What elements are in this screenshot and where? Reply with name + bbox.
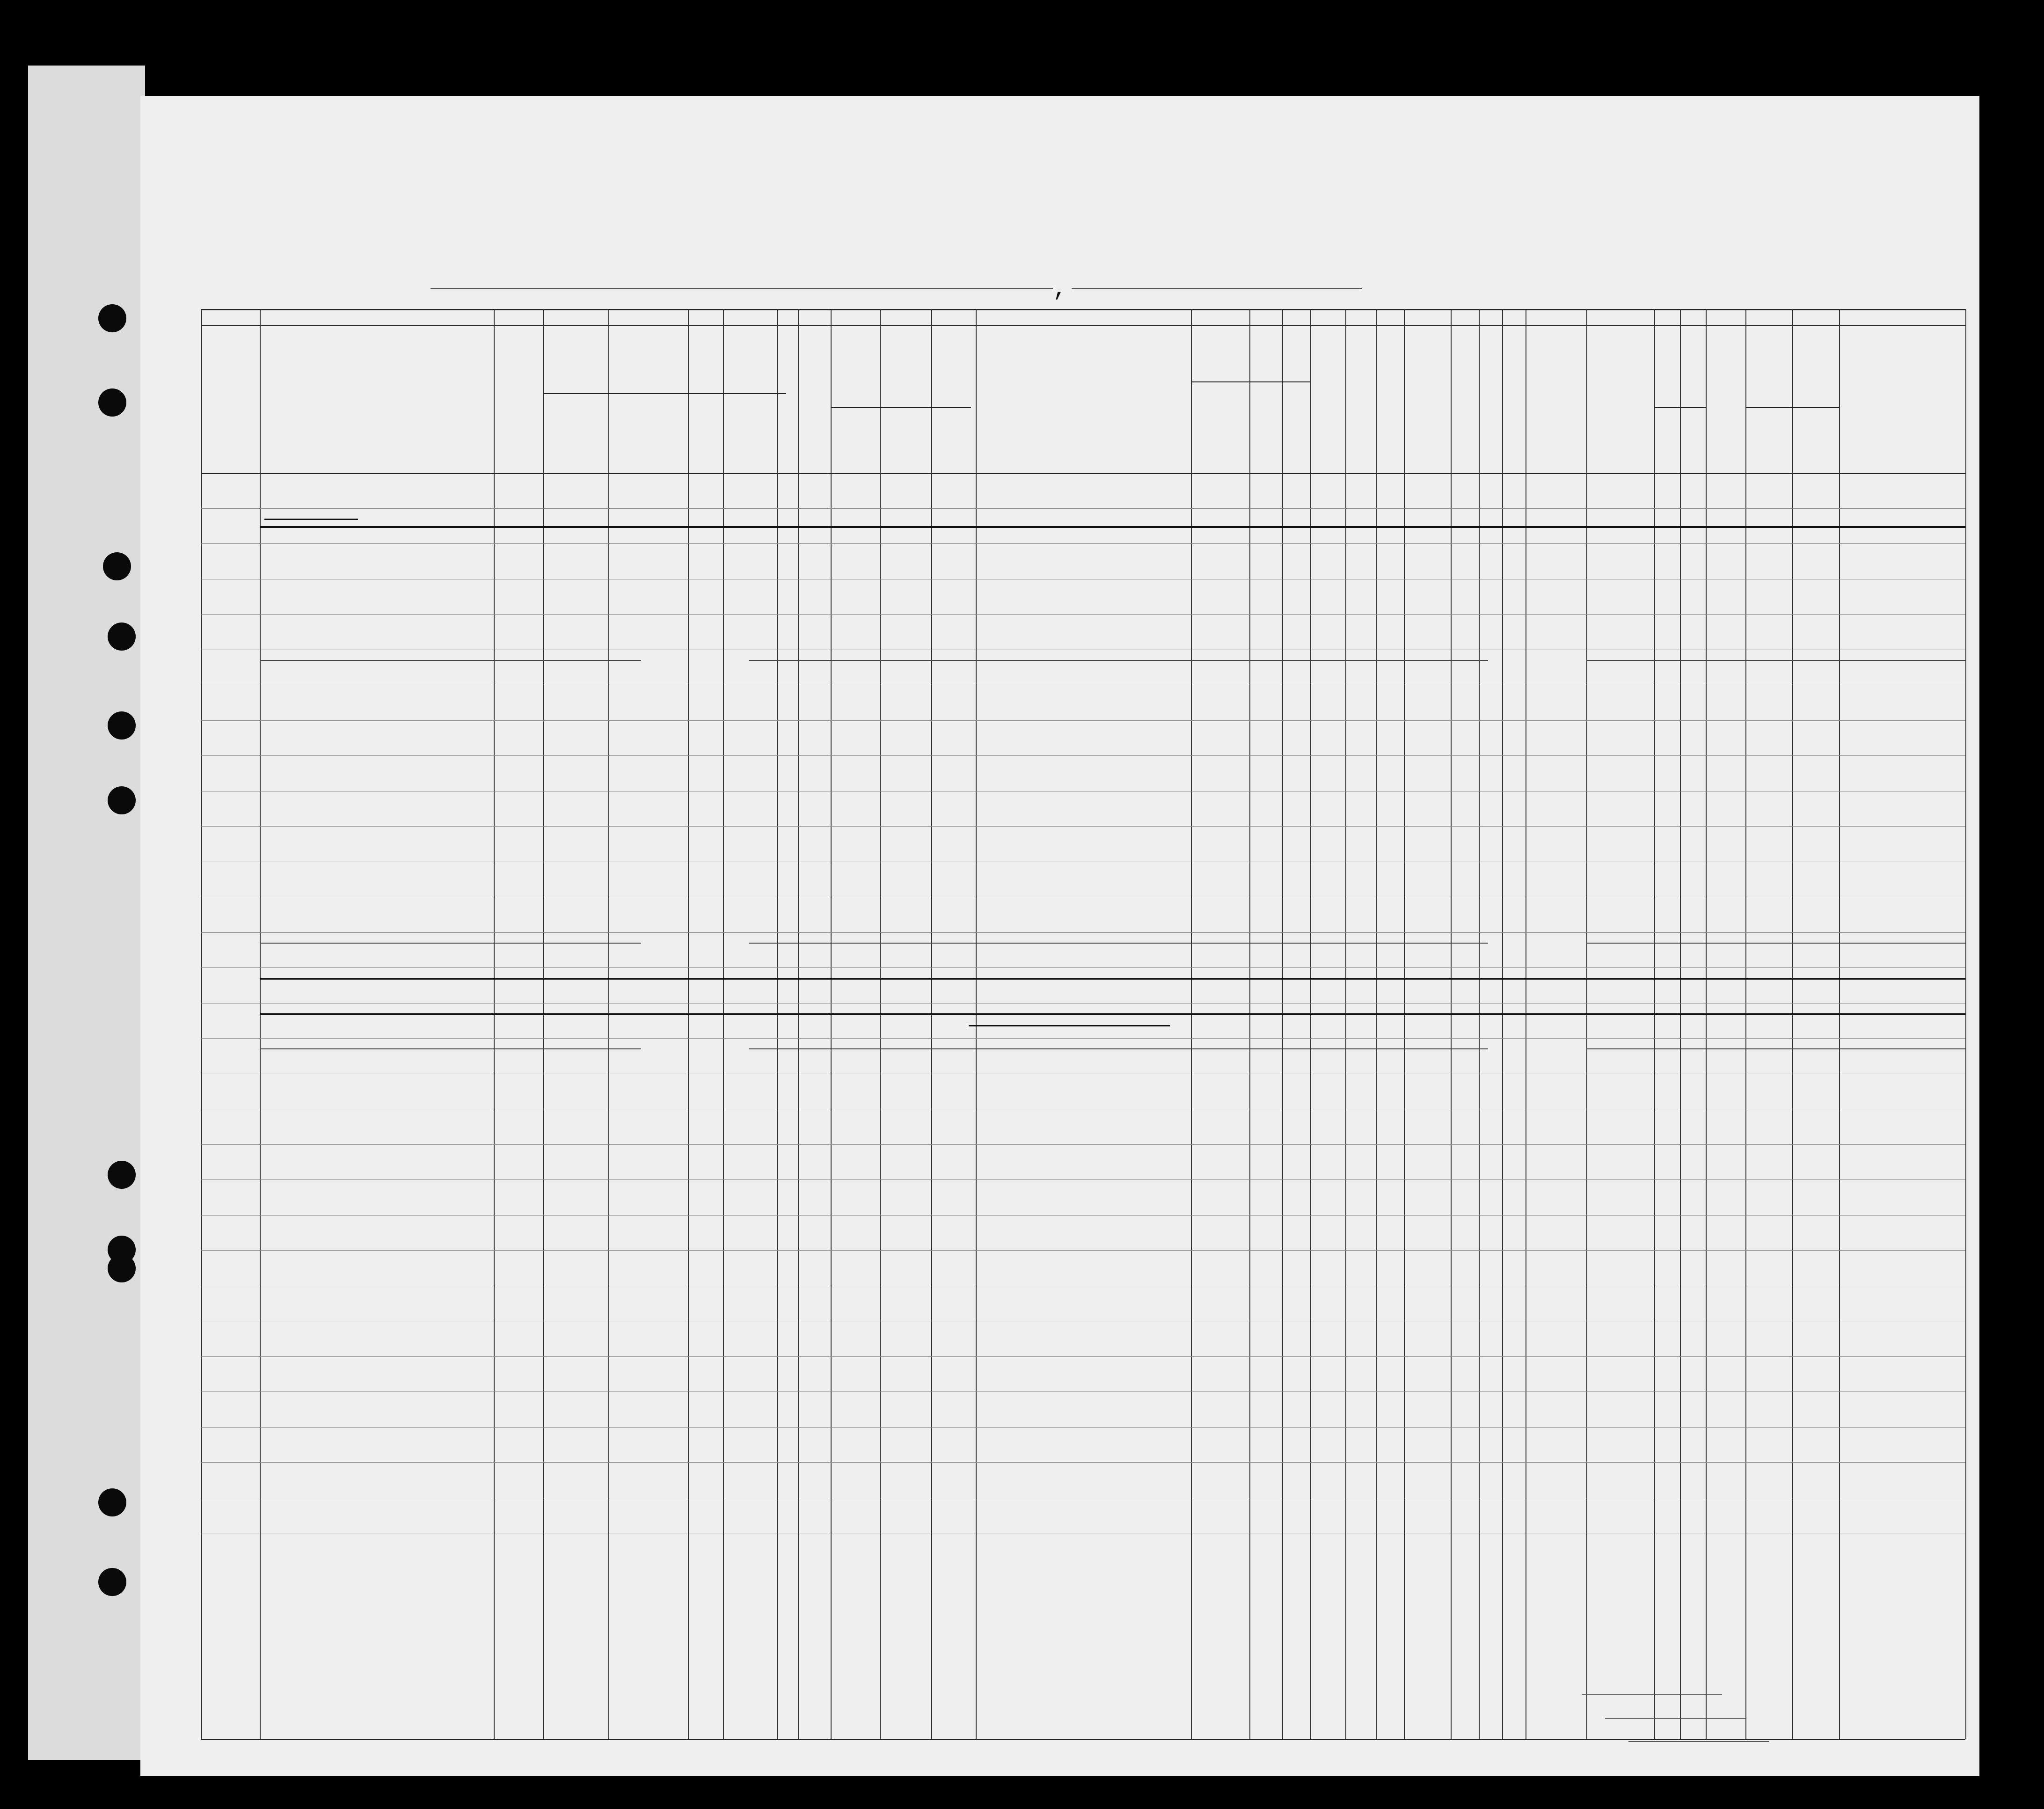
row-line — [201, 720, 1965, 721]
grid-header-bottom — [201, 473, 1965, 474]
owners-underline — [1605, 1718, 1745, 1719]
grid-vline — [1376, 309, 1377, 1739]
grid-sub-line — [1745, 407, 1839, 408]
grid-vline — [1310, 309, 1311, 1739]
row-line — [201, 508, 1965, 509]
dashed-rule — [1586, 1048, 1965, 1049]
grid-top — [201, 309, 1965, 310]
row-line — [201, 967, 1965, 968]
row-line — [201, 1144, 1965, 1145]
grid-vline — [260, 309, 261, 1739]
grid-vline — [608, 309, 609, 1739]
grid-vline — [1586, 309, 1587, 1739]
grid-vline — [1839, 309, 1840, 1739]
punch-hole — [108, 786, 136, 814]
grid-vline — [1654, 309, 1655, 1739]
row-line — [201, 1250, 1965, 1251]
dashed-rule — [260, 1048, 641, 1049]
grid-vline — [1745, 309, 1746, 1739]
grid-vline — [1345, 309, 1346, 1739]
grid-vline — [1965, 309, 1966, 1739]
comma: , — [1053, 276, 1067, 303]
strike-row-17-home — [969, 1025, 1170, 1026]
dashed-rule — [260, 943, 641, 944]
grid-vline — [723, 309, 724, 1739]
row-line — [201, 1356, 1965, 1357]
grid-colnum-line — [201, 325, 1965, 326]
row-line — [201, 1215, 1965, 1216]
grid-vline — [1191, 309, 1192, 1739]
grid-sub-line — [831, 407, 971, 408]
punch-hole — [108, 1161, 136, 1189]
grid-vline — [1502, 309, 1503, 1739]
grid-bottom — [201, 1739, 1965, 1740]
grid-vline — [1282, 309, 1283, 1739]
punch-hole — [98, 388, 126, 417]
grid-vline — [1680, 309, 1681, 1739]
dashed-rule — [749, 660, 1488, 661]
grid-vline — [831, 309, 832, 1739]
grid-vline — [1451, 309, 1452, 1739]
line-underline — [1582, 1694, 1722, 1695]
punch-hole — [108, 623, 136, 651]
strike-row-15 — [260, 978, 1965, 980]
punch-hole — [98, 304, 126, 332]
grid-vline — [777, 309, 778, 1739]
row-line — [201, 1427, 1965, 1428]
grid-vline — [688, 309, 689, 1739]
manifest-sheet — [140, 96, 1979, 1776]
punch-hole — [103, 552, 131, 580]
dashed-rule — [1586, 943, 1965, 944]
strike-row-16 — [260, 1013, 1965, 1015]
row-line — [201, 1462, 1965, 1463]
punch-hole — [98, 1488, 126, 1516]
row-line — [201, 932, 1965, 933]
grid-vline — [976, 309, 977, 1739]
strike-fischbach — [264, 519, 358, 520]
grid-vline — [543, 309, 544, 1739]
port-underline — [431, 288, 1053, 289]
row-line — [201, 614, 1965, 615]
grid-vline — [931, 309, 932, 1739]
grid-vline — [1479, 309, 1480, 1739]
strike-row-2 — [260, 526, 1965, 528]
punch-hole — [108, 711, 136, 740]
row-line — [201, 755, 1965, 756]
grid-vline — [1706, 309, 1707, 1739]
dashed-rule — [1586, 660, 1965, 661]
punch-hole — [108, 1254, 136, 1282]
dashed-rule — [260, 660, 641, 661]
grid-sub-line — [1191, 381, 1310, 382]
agents-underline — [1628, 1741, 1769, 1742]
binding-strip — [28, 66, 145, 1760]
grid-sub-line — [1654, 407, 1706, 408]
grid-vline — [880, 309, 881, 1739]
grid-vline — [1792, 309, 1793, 1739]
grid-vline — [798, 309, 799, 1739]
punch-hole — [98, 1568, 126, 1596]
row-line — [201, 543, 1965, 544]
grid-vline — [1249, 309, 1250, 1739]
grid-sub-line — [543, 393, 786, 394]
dashed-rule — [749, 943, 1488, 944]
grid-vline — [201, 309, 202, 1739]
grid-vline — [494, 309, 495, 1739]
row-line — [201, 1038, 1965, 1039]
row-line — [201, 1179, 1965, 1180]
dashed-rule — [749, 1048, 1488, 1049]
grid-vline — [1404, 309, 1405, 1739]
row-line — [201, 826, 1965, 827]
date-underline — [1072, 288, 1362, 289]
